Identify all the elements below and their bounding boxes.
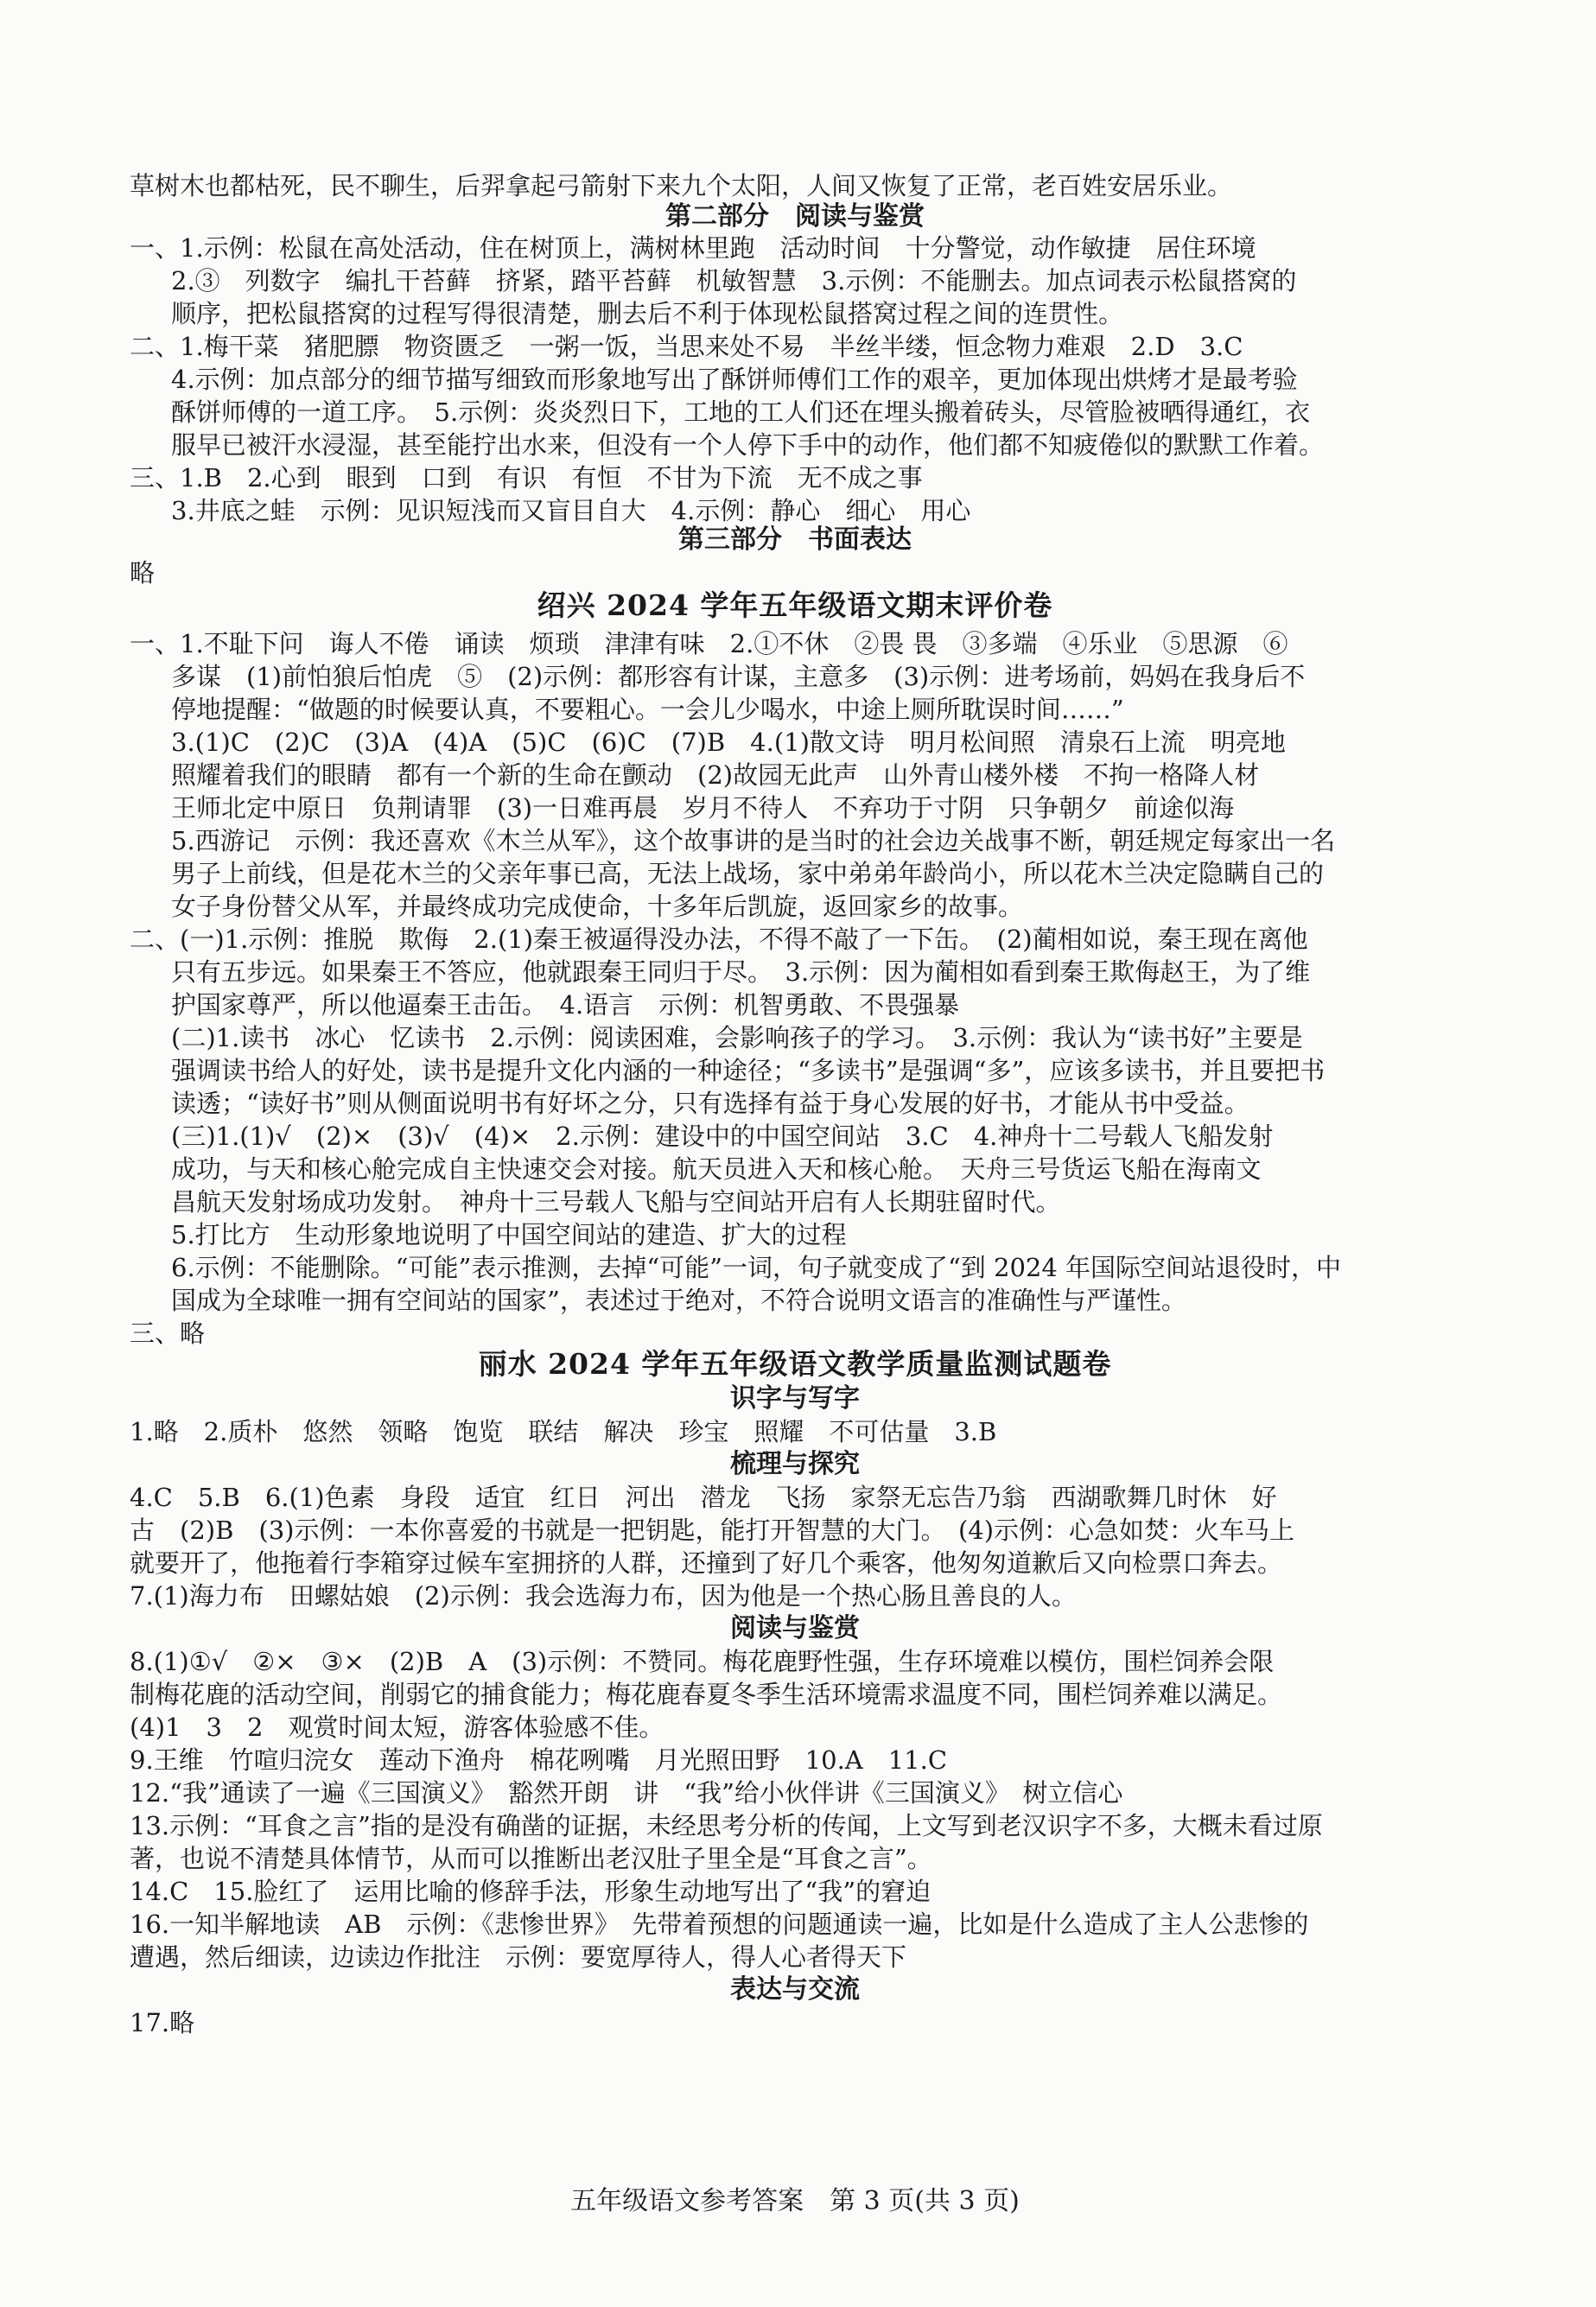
text-line: (二)1.读书 冰心 忆读书 2.示例：阅读困难，会影响孩子的学习。 3.示例：我认为“读书好”主要是 [171, 1023, 1303, 1052]
text-line: 制梅花鹿的活动空间，削弱它的捕食能力；梅花鹿春夏冬季生活环境需求温度不同，围栏饲养难以满足。 [130, 1680, 1283, 1709]
text-line: (4)1 3 2 观赏时间太短，游客体验感不佳。 [130, 1713, 664, 1742]
text-line: 二、(一)1.示例：推脱 欺侮 2.(1)秦王被逼得没办法，不得不敲了一下缶。 (2)蔺相如说，秦王现在离他 [130, 925, 1308, 954]
text-line: 著，也说不清楚具体情节，从而可以推断出老汉肚子里全是“耳食之言”。 [130, 1844, 932, 1873]
text-line: 成功，与天和核心舱完成自主快速交会对接。航天员进入天和核心舱。 天舟三号货运飞船在海南文 [171, 1154, 1262, 1184]
text-line: 16.一知半解地读 AB 示例：《悲惨世界》 先带着预想的问题通读一遍，比如是什么造成了主人公悲惨的 [130, 1910, 1309, 1939]
section-heading: 表达与交流 [730, 1974, 860, 2005]
text-line: 停地提醒：“做题的时候要认真，不要粗心。一会儿少喝水，中途上厕所耽误时间……” [171, 695, 1124, 724]
text-line: 酥饼师傅的一道工序。 5.示例：炎炎烈日下，工地的工人们还在埋头搬着砖头，尽管脸被晒得通红，衣 [171, 397, 1311, 427]
text-line: 1.略 2.质朴 悠然 领略 饱览 联结 解决 珍宝 照耀 不可估量 3.B [130, 1417, 997, 1446]
text-line: 服早已被汗水浸湿，甚至能拧出水来，但没有一个人停下手中的动作，他们都不知疲倦似的默默工作着。 [171, 430, 1325, 460]
exam-title: 丽水 2024 学年五年级语文教学质量监测试题卷 [478, 1347, 1112, 1381]
section-heading: 第二部分 阅读与鉴赏 [665, 201, 925, 232]
text-line: 三、1.B 2.心到 眼到 口到 有识 有恒 不甘为下流 无不成之事 [130, 463, 923, 493]
exam-title: 绍兴 2024 学年五年级语文期末评价卷 [537, 588, 1053, 622]
text-line: 5.西游记 示例：我还喜欢《木兰从军》，这个故事讲的是当时的社会边关战事不断，朝廷规定每家出一名 [171, 826, 1336, 855]
text-line: 国成为全球唯一拥有空间站的国家”，表述过于绝对，不符合说明文语言的准确性与严谨性。 [171, 1286, 1186, 1315]
text-line: 9.王维 竹喧归浣女 莲动下渔舟 棉花咧嘴 月光照田野 10.A 11.C [130, 1745, 948, 1775]
text-line: 王师北定中原日 负荆请罪 (3)一日难再晨 岁月不待人 不弃功于寸阴 只争朝夕 前途似海 [171, 793, 1235, 823]
text-line: 二、1.梅干菜 猪肥膘 物资匮乏 一粥一饭，当思来处不易 半丝半缕，恒念物力难艰 2.D 3.C [130, 332, 1243, 361]
text-line: 遭遇，然后细读，边读边作批注 示例：要宽厚待人，得人心者得天下 [130, 1942, 907, 1972]
text-line: 护国家尊严，所以他逼秦王击缶。 4.语言 示例：机智勇敢、不畏强暴 [171, 990, 960, 1020]
text-line: (三)1.(1)√ (2)× (3)√ (4)× 2.示例：建设中的中国空间站 3.C 4.神舟十二号载人飞船发射 [171, 1122, 1274, 1151]
text-line: 2.③ 列数字 编扎干苔藓 挤紧，踏平苔藓 机敏智慧 3.示例：不能删去。加点词表示松鼠搭窝的 [171, 266, 1297, 296]
text-line: 8.(1)①√ ②× ③× (2)B A (3)示例：不赞同。梅花鹿野性强，生存环境难以模仿，围栏饲养会限 [130, 1647, 1275, 1676]
text-line: 3.(1)C (2)C (3)A (4)A (5)C (6)C (7)B 4.(1)散文诗 明月松间照 清泉石上流 明亮地 [171, 728, 1286, 757]
text-line: 读透；“读好书”则从侧面说明书有好坏之分，只有选择有益于身心发展的好书，才能从书中受益。 [171, 1089, 1249, 1118]
text-line: 4.示例：加点部分的细节描写细致而形象地写出了酥饼师傅们工作的艰辛，更加体现出烘烤才是最考验 [171, 365, 1298, 394]
section-heading: 第三部分 书面表达 [678, 524, 912, 555]
text-line: 6.示例：不能删除。“可能”表示推测，去掉“可能”一词，句子就变成了“到 2024 年国际空间站退役时，中 [171, 1253, 1342, 1282]
section-heading: 识字与写字 [730, 1383, 860, 1414]
text-line: 5.打比方 生动形象地说明了中国空间站的建造、扩大的过程 [171, 1220, 847, 1249]
page-footer: 五年级语文参考答案 第 3 页(共 3 页) [570, 2186, 1020, 2216]
text-line: 只有五步远。如果秦王不答应，他就跟秦王同归于尽。 3.示例：因为蔺相如看到秦王欺侮赵王，为了维 [171, 957, 1311, 987]
text-line: 14.C 15.脸红了 运用比喻的修辞手法，形象生动地写出了“我”的窘迫 [130, 1877, 932, 1906]
section-heading: 梳理与探究 [730, 1449, 860, 1479]
text-line: 就要开了，他拖着行李箱穿过候车室拥挤的人群，还撞到了好几个乘客，他匆匆道歉后又向检票口奔去。 [130, 1548, 1283, 1578]
text-line: 12.“我”通读了一遍《三国演义》 豁然开朗 讲 “我”给小伙伴讲《三国演义》 树立信心 [130, 1778, 1123, 1808]
text-line: 强调读书给人的好处，读书是提升文化内涵的一种途径；“多读书”是强调“多”，应该多读书，并且要把书 [171, 1056, 1326, 1085]
text-line: 一、1.示例：松鼠在高处活动，住在树顶上，满树林里跑 活动时间 十分警觉，动作敏捷 居住环境 [130, 233, 1256, 263]
text-line: 照耀着我们的眼睛 都有一个新的生命在颤动 (2)故园无此声 山外青山楼外楼 不拘一格降人材 [171, 760, 1260, 790]
section-heading: 阅读与鉴赏 [730, 1613, 860, 1643]
text-line: 一、1.不耻下问 诲人不倦 诵读 烦琐 津津有味 2.①不休 ②畏 畏 ③多端 ④乐业 ⑤思源 ⑥ [130, 629, 1288, 658]
text-line: 4.C 5.B 6.(1)色素 身段 适宜 红日 河出 潜龙 飞扬 家祭无忘告乃翁 西湖歌舞几时休 好 [130, 1483, 1277, 1512]
text-line: 昌航天发射场成功发射。 神舟十三号载人飞船与空间站开启有人长期驻留时代。 [171, 1187, 1061, 1217]
text-line: 3.井底之蛙 示例：见识短浅而又盲目自大 4.示例：静心 细心 用心 [171, 496, 971, 525]
text-line: 略 [130, 558, 156, 588]
text-line: 女子身份替父从军，并最终成功完成使命，十多年后凯旋，返回家乡的故事。 [171, 892, 1024, 921]
text-line: 13.示例：“耳食之言”指的是没有确凿的证据，未经思考分析的传闻，上文写到老汉识字不多，大概未看过原 [130, 1811, 1323, 1840]
text-line: 多谋 (1)前怕狼后怕虎 ⑤ (2)示例：都形容有计谋，主意多 (3)示例：进考场前，妈妈在我身后不 [171, 662, 1306, 691]
text-line: 草树木也都枯死，民不聊生，后羿拿起弓箭射下来九个太阳，人间又恢复了正常，老百姓安居乐业。 [130, 171, 1233, 200]
text-line: 顺序，把松鼠搭窝的过程写得很清楚，删去后不利于体现松鼠搭窝过程之间的连贯性。 [171, 299, 1124, 328]
text-line: 17.略 [130, 2008, 195, 2037]
text-line: 男子上前线，但是花木兰的父亲年事已高，无法上战场，家中弟弟年龄尚小，所以花木兰决定隐瞒自己的 [171, 859, 1325, 888]
text-line: 古 (2)B (3)示例：一本你喜爱的书就是一把钥匙，能打开智慧的大门。 (4)示例：心急如焚：火车马上 [130, 1516, 1295, 1545]
text-line: 7.(1)海力布 田螺姑娘 (2)示例：我会选海力布，因为他是一个热心肠且善良的人。 [130, 1581, 1077, 1611]
text-line: 三、略 [130, 1319, 206, 1348]
